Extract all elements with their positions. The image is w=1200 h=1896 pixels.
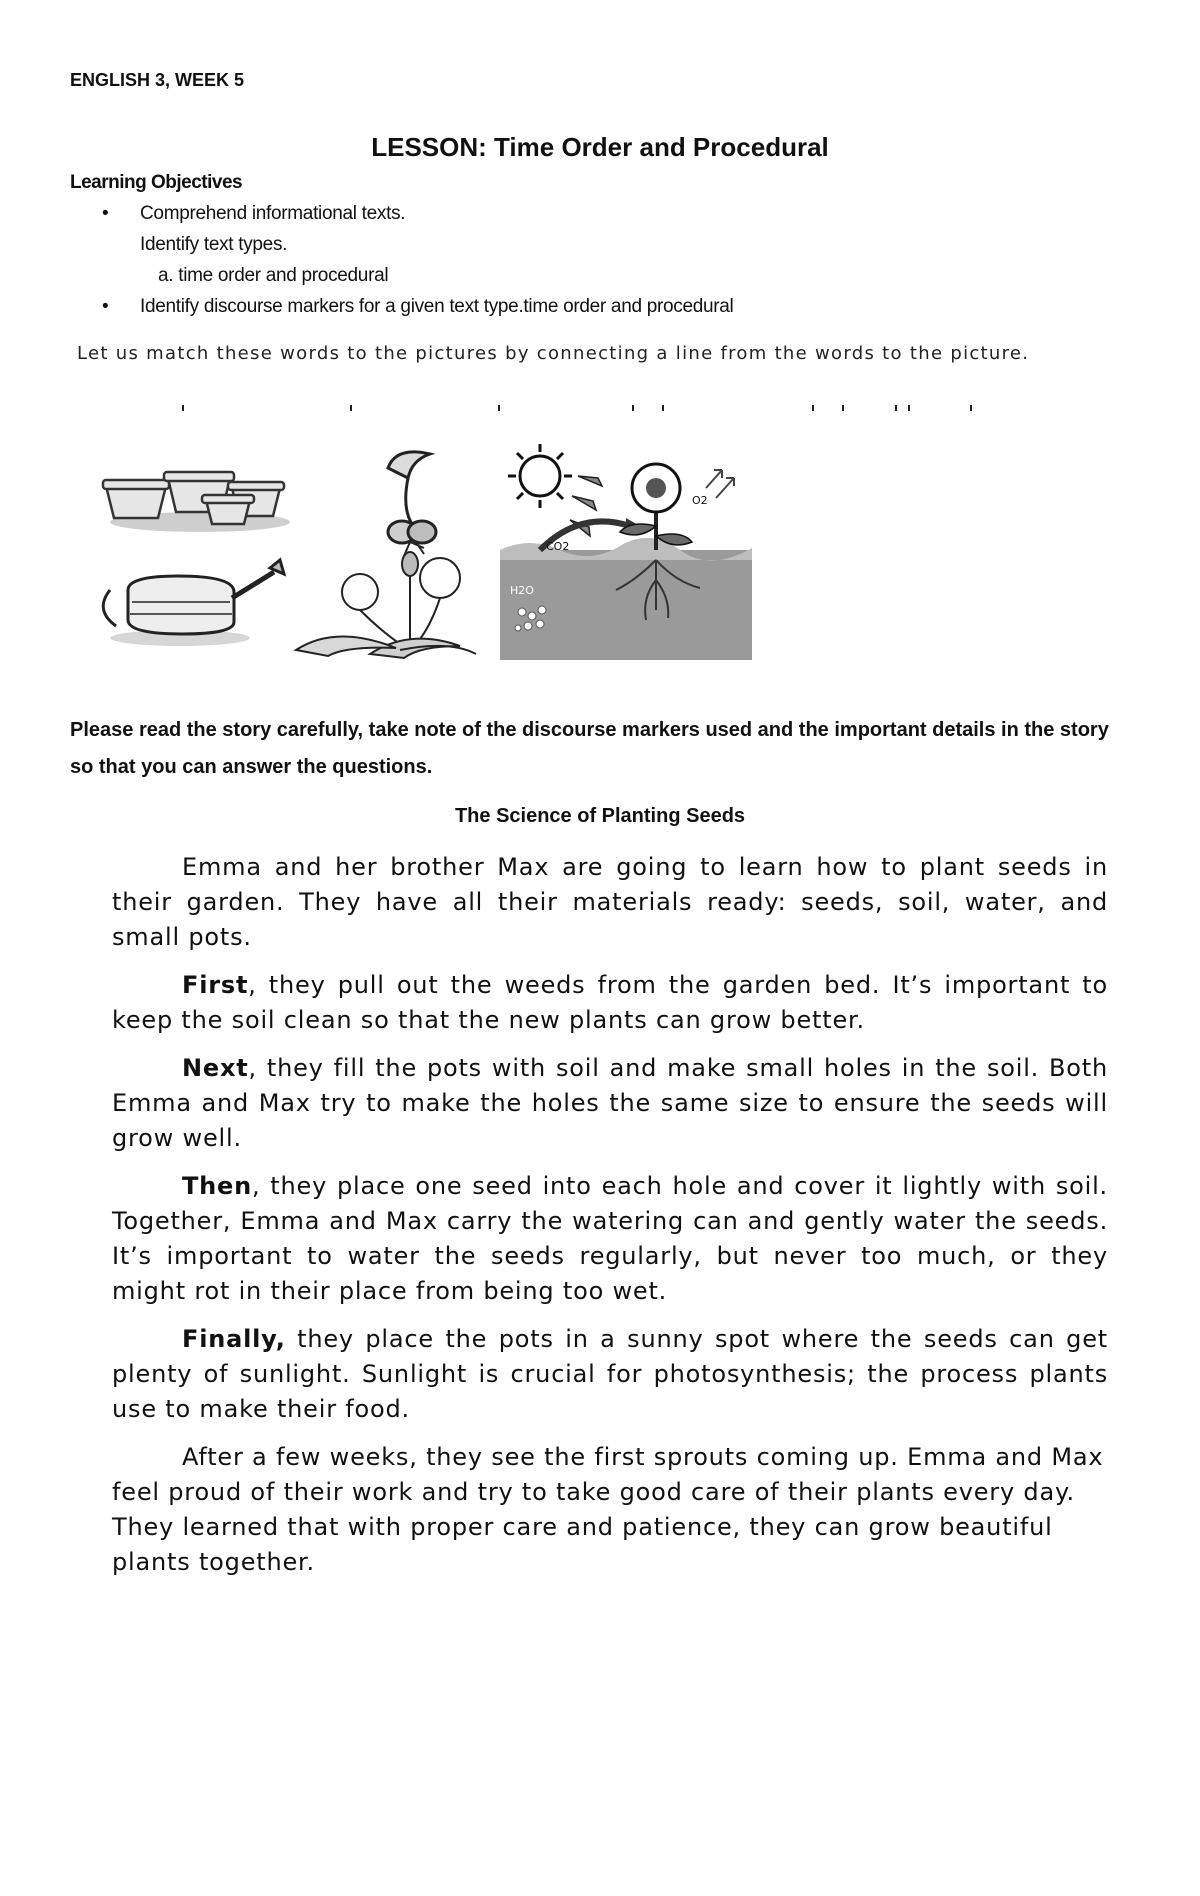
co2-label: CO2 <box>546 540 570 553</box>
discourse-marker: Next <box>182 1054 249 1082</box>
discourse-marker: Then <box>182 1172 253 1200</box>
objective-item: Identify text types. <box>140 234 288 255</box>
objectives-heading: Learning Objectives <box>70 172 243 193</box>
flower-pots-icon <box>103 472 290 532</box>
course-header: ENGLISH 3, WEEK 5 <box>70 70 245 90</box>
story-body <box>112 850 1108 1593</box>
lesson-title: LESSON: Time Order and Procedural <box>371 132 829 162</box>
picture-panel <box>70 440 930 670</box>
discourse-marker: First <box>182 971 249 999</box>
story-title: The Science of Planting Seeds <box>454 805 746 827</box>
activity-instruction: Let us match these words to the pictures by connecting a line from the words to the picture. <box>77 343 1030 364</box>
seedling-icon <box>388 452 436 556</box>
reading-notice: Please read the story carefully, take note of the discourse markers used and the important details in the story so that you can answer the questions. <box>70 719 1109 778</box>
story-paragraph: After a few weeks, they see the first sprouts coming up. Emma and Max feel proud of their work and try to take good care of their plants every day. They learned that with proper care and patience, they can grow beautiful plants together. <box>112 1443 1104 1576</box>
story-paragraph: Then, they place one seed into each hole and cover it lightly with soil. Together, Emma and Max carry the watering can and gently water the seeds. It’s important to water the seeds regularly, but never too much, or they might rot in their place from being too wet. <box>112 1172 1108 1305</box>
h2o-label: H2O <box>510 584 534 597</box>
match-dots-row <box>160 403 1010 417</box>
discourse-marker: Finally, <box>182 1325 286 1353</box>
photosynthesis-diagram-icon <box>500 444 752 660</box>
o2-label: O2 <box>692 494 708 507</box>
story-paragraph: Next, they fill the pots with soil and make small holes in the soil. Both Emma and Max try to make the holes the same size to ensure the seeds will grow well. <box>112 1054 1108 1152</box>
story-paragraph: Emma and her brother Max are going to learn how to plant seeds in their garden. They have all their materials ready: seeds, soil, water, and small pots. <box>112 853 1108 951</box>
objective-item: • Comprehend informational texts. <box>102 203 406 224</box>
objective-subitem: a. time order and procedural <box>158 265 389 286</box>
story-paragraph: First, they pull out the weeds from the garden bed. It’s important to keep the soil clean so that the new plants can grow better. <box>112 971 1108 1034</box>
objective-item: • Identify discourse markers for a given text type.time order and procedural <box>102 296 734 317</box>
dandelion-icon <box>296 552 476 658</box>
story-paragraph: Finally, they place the pots in a sunny spot where the seeds can get plenty of sunlight. Sunlight is crucial for photosynthesis; the process plants use to make their food. <box>112 1325 1108 1423</box>
watering-can-icon <box>103 560 284 646</box>
